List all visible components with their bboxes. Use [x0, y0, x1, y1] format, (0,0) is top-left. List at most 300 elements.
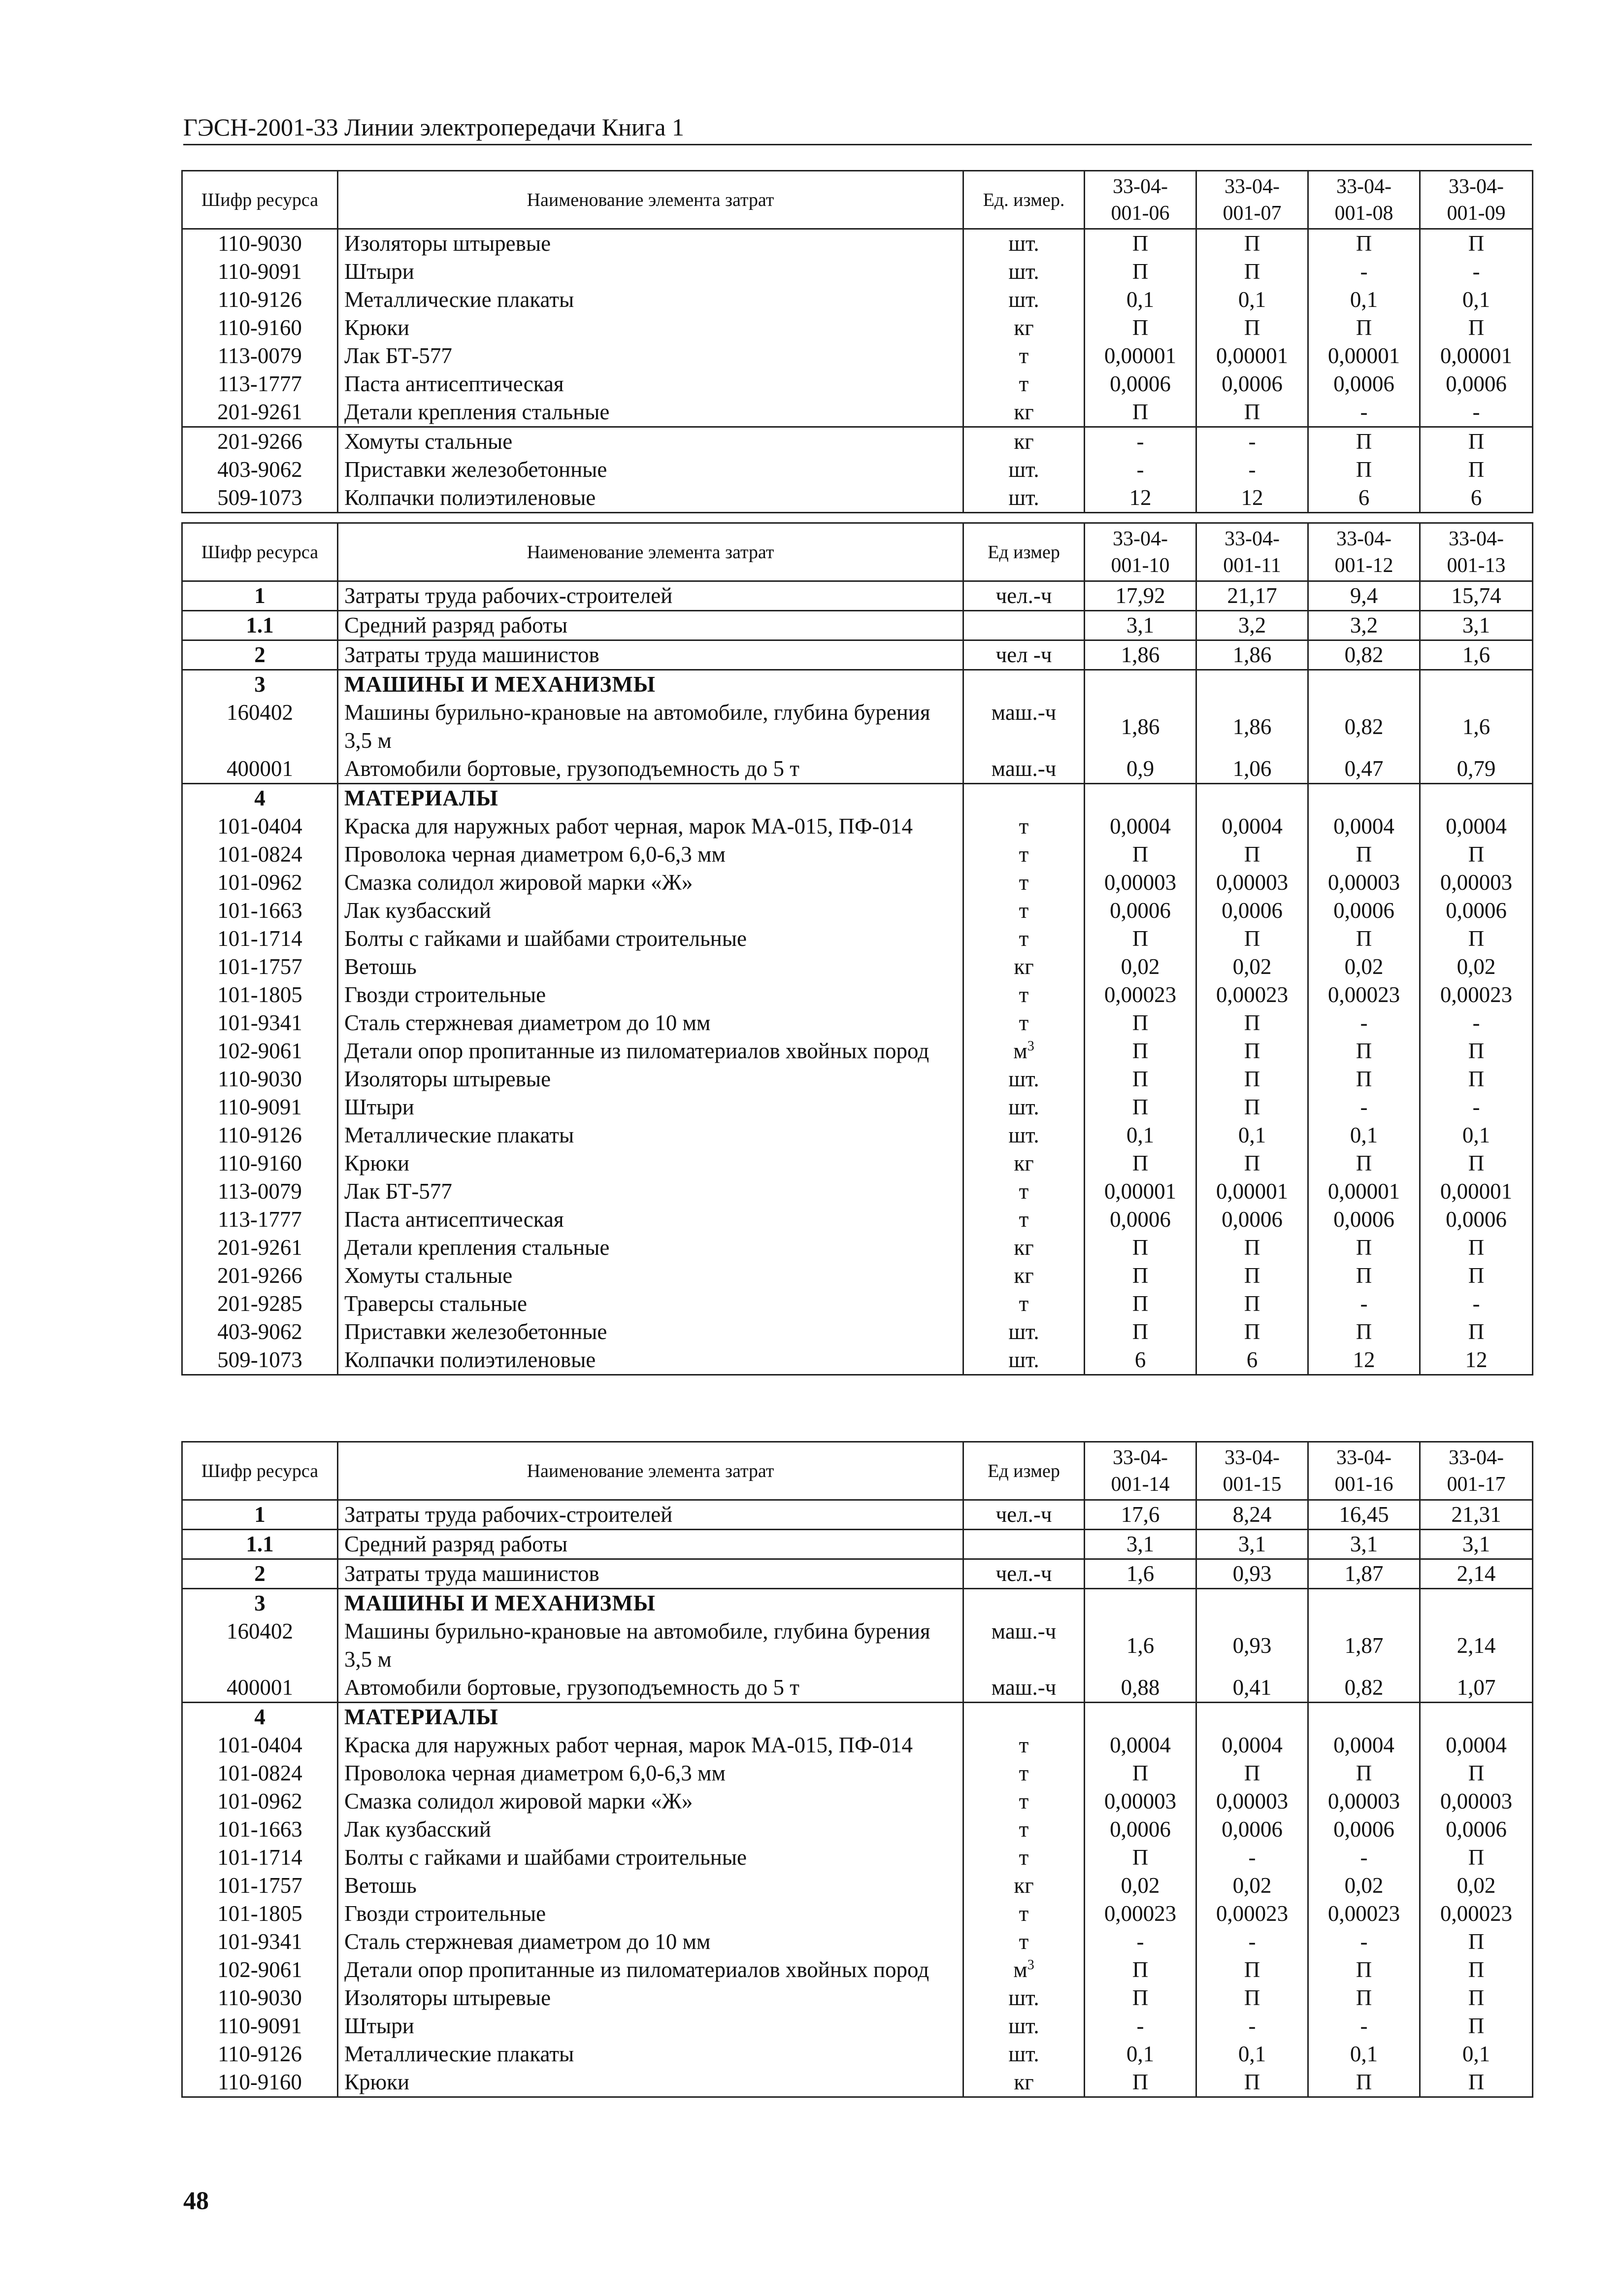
- cell-cost-name: МАШИНЫ И МЕХАНИЗМЫ: [338, 1589, 963, 1618]
- cell-value: 0,1: [1308, 2040, 1420, 2068]
- cell-cost-name: Затраты труда рабочих-строителей: [338, 581, 963, 611]
- table-row: [182, 1262, 1533, 1290]
- cell-value: П: [1196, 1009, 1308, 1037]
- cell-value: П: [1308, 1984, 1420, 2012]
- cell-cost-name: Лак БТ-577: [338, 1177, 963, 1206]
- cell-unit: [963, 1530, 1085, 1559]
- cell-value: 3,1: [1420, 1530, 1533, 1559]
- table-row: [182, 314, 1533, 342]
- cell-value: П: [1085, 229, 1196, 258]
- table-row: [182, 670, 1533, 699]
- table-row: [182, 258, 1533, 286]
- cell-value: П: [1420, 1759, 1533, 1787]
- cell-value: 3,1: [1085, 1530, 1196, 1559]
- cell-value: 0,00003: [1085, 1787, 1196, 1815]
- header-norm-code: [1196, 523, 1308, 581]
- cell-value: 0,00001: [1196, 342, 1308, 370]
- header-code: Шифр ресурса: [182, 523, 338, 581]
- cell-value: П: [1085, 1093, 1196, 1121]
- cell-unit: шт.: [963, 484, 1085, 513]
- cell-value: 0,0006: [1196, 897, 1308, 925]
- cell-value: П: [1308, 229, 1420, 258]
- cell-value: [1196, 784, 1308, 813]
- cell-value: 0,0006: [1196, 1815, 1308, 1844]
- cell-value: П: [1308, 2068, 1420, 2097]
- cell-cost-name: Болты с гайками и шайбами строительные: [338, 925, 963, 953]
- cell-value: 0,00023: [1085, 1900, 1196, 1928]
- cell-value: П: [1196, 1065, 1308, 1093]
- cell-value: 0,00023: [1420, 981, 1533, 1009]
- cell-cost-name: Паста антисептическая: [338, 1206, 963, 1234]
- table-row: [182, 640, 1533, 670]
- cell-resource-code: 101-0404: [182, 1731, 338, 1759]
- cell-value: П: [1196, 1290, 1308, 1318]
- table-row: [182, 1559, 1533, 1589]
- norm-code-line1: 33-04-: [1113, 1446, 1168, 1469]
- cell-value: [1420, 670, 1533, 699]
- cell-value: 0,0004: [1085, 812, 1196, 840]
- cell-value: 0,0006: [1196, 370, 1308, 398]
- cell-value: 0,00003: [1085, 869, 1196, 897]
- cell-value: П: [1420, 1984, 1533, 2012]
- cell-value: 0,1: [1196, 2040, 1308, 2068]
- cell-value: 0,00001: [1308, 1177, 1420, 1206]
- cell-resource-code: 2: [182, 640, 338, 670]
- cell-unit: чел.-ч: [963, 1500, 1085, 1530]
- norm-code-line2: 001-17: [1447, 1473, 1506, 1496]
- cell-cost-name: Штыри: [338, 258, 963, 286]
- cell-cost-name: Металлические плакаты: [338, 2040, 963, 2068]
- cell-value: 0,00001: [1196, 1177, 1308, 1206]
- table-row: [182, 1206, 1533, 1234]
- cell-cost-name: Смазка солидол жировой марки «Ж»: [338, 1787, 963, 1815]
- cell-value: 0,02: [1308, 1872, 1420, 1900]
- cell-unit: т: [963, 897, 1085, 925]
- cell-value: П: [1196, 1318, 1308, 1346]
- cell-value: П: [1196, 1956, 1308, 1984]
- table-row: [182, 925, 1533, 953]
- cell-value: 12: [1308, 1346, 1420, 1375]
- cell-resource-code: 4: [182, 1703, 338, 1732]
- cell-value: 0,9: [1085, 755, 1196, 784]
- cell-value: 0,0004: [1196, 1731, 1308, 1759]
- table-header-row: [182, 523, 1533, 581]
- cell-value: 0,02: [1420, 953, 1533, 981]
- cell-value: 0,88: [1085, 1674, 1196, 1703]
- cell-resource-code: 201-9266: [182, 1262, 338, 1290]
- cell-resource-code: 113-1777: [182, 370, 338, 398]
- cell-value: П: [1308, 314, 1420, 342]
- cell-cost-name: Затраты труда рабочих-строителей: [338, 1500, 963, 1530]
- cell-cost-name: Автомобили бортовые, грузоподъемность до 5 т: [338, 1674, 963, 1703]
- cell-cost-name: Средний разряд работы: [338, 1530, 963, 1559]
- cell-value: -: [1420, 398, 1533, 427]
- cell-unit: шт.: [963, 1093, 1085, 1121]
- norm-code-line1: 33-04-: [1113, 175, 1168, 198]
- cell-resource-code: 509-1073: [182, 484, 338, 513]
- cell-unit: маш.-ч: [963, 1617, 1085, 1674]
- cell-value: 0,00003: [1308, 1787, 1420, 1815]
- norm-code-line2: 001-12: [1334, 554, 1393, 577]
- cell-value: П: [1420, 840, 1533, 869]
- cell-value: 21,31: [1420, 1500, 1533, 1530]
- cell-cost-name: Штыри: [338, 2012, 963, 2040]
- cell-cost-name: Детали крепления стальные: [338, 398, 963, 427]
- table-row: [182, 840, 1533, 869]
- cell-value: П: [1308, 456, 1420, 484]
- cell-resource-code: 101-0962: [182, 1787, 338, 1815]
- cell-cost-name: Изоляторы штыревые: [338, 1984, 963, 2012]
- norm-code-line2: 001-14: [1111, 1473, 1170, 1496]
- cell-unit: т: [963, 925, 1085, 953]
- cell-value: -: [1308, 1928, 1420, 1956]
- cell-resource-code: 3: [182, 1589, 338, 1618]
- cell-value: 0,0006: [1308, 897, 1420, 925]
- cell-value: П: [1196, 314, 1308, 342]
- cell-value: [1085, 670, 1196, 699]
- cell-cost-name: Краска для наружных работ черная, марок МА-015, ПФ-014: [338, 1731, 963, 1759]
- table-row: [182, 484, 1533, 513]
- cell-resource-code: 110-9160: [182, 314, 338, 342]
- cell-cost-name: Ветошь: [338, 1872, 963, 1900]
- cell-resource-code: 110-9160: [182, 1149, 338, 1177]
- table-row: [182, 581, 1533, 611]
- table-row: [182, 1928, 1533, 1956]
- cell-value: 17,92: [1085, 581, 1196, 611]
- cell-value: 0,82: [1308, 1674, 1420, 1703]
- cell-unit: т: [963, 1815, 1085, 1844]
- cell-value: П: [1085, 1234, 1196, 1262]
- table-row: [182, 1674, 1533, 1703]
- resource-table-3: [181, 1441, 1533, 2098]
- cell-cost-name: Крюки: [338, 2068, 963, 2097]
- cell-value: [1085, 1589, 1196, 1618]
- header-norm-code: [1308, 523, 1420, 581]
- cell-value: П: [1085, 314, 1196, 342]
- cell-value: 0,00001: [1308, 342, 1420, 370]
- table-row: [182, 1787, 1533, 1815]
- cell-value: 0,1: [1420, 1121, 1533, 1149]
- cell-resource-code: 3: [182, 670, 338, 699]
- cell-value: П: [1085, 1956, 1196, 1984]
- cell-value: П: [1308, 1318, 1420, 1346]
- norm-code-line1: 33-04-: [1449, 527, 1504, 550]
- cell-value: П: [1196, 1149, 1308, 1177]
- cell-value: -: [1308, 1844, 1420, 1872]
- cell-value: 0,0006: [1085, 1815, 1196, 1844]
- cell-cost-name: Траверсы стальные: [338, 1290, 963, 1318]
- cell-resource-code: 101-9341: [182, 1009, 338, 1037]
- table-row: [182, 1065, 1533, 1093]
- cell-resource-code: 101-1757: [182, 953, 338, 981]
- cell-value: П: [1085, 1009, 1196, 1037]
- cell-cost-name: Затраты труда машинистов: [338, 640, 963, 670]
- cell-value: П: [1196, 925, 1308, 953]
- cell-unit: шт.: [963, 1318, 1085, 1346]
- cell-value: -: [1085, 427, 1196, 456]
- cell-value: 17,6: [1085, 1500, 1196, 1530]
- cell-unit: т: [963, 342, 1085, 370]
- cell-unit: шт.: [963, 1121, 1085, 1149]
- cell-unit: [963, 1589, 1085, 1618]
- cell-value: П: [1196, 1234, 1308, 1262]
- cell-resource-code: 113-1777: [182, 1206, 338, 1234]
- cell-value: 0,1: [1308, 1121, 1420, 1149]
- cell-value: П: [1196, 1262, 1308, 1290]
- cell-cost-name: Хомуты стальные: [338, 427, 963, 456]
- header-code: Шифр ресурса: [182, 171, 338, 229]
- cell-value: 9,4: [1308, 581, 1420, 611]
- table-row: [182, 2068, 1533, 2097]
- cell-unit: шт.: [963, 1065, 1085, 1093]
- table-row: [182, 1009, 1533, 1037]
- cell-cost-name: Болты с гайками и шайбами строительные: [338, 1844, 963, 1872]
- cell-value: 0,02: [1420, 1872, 1533, 1900]
- table-row: [182, 784, 1533, 813]
- cell-value: 0,00023: [1196, 981, 1308, 1009]
- cell-resource-code: 2: [182, 1559, 338, 1589]
- cell-cost-name: Гвозди строительные: [338, 1900, 963, 1928]
- cell-value: П: [1420, 427, 1533, 456]
- cell-value: П: [1196, 1037, 1308, 1065]
- cell-value: П: [1085, 1290, 1196, 1318]
- cell-value: 6: [1308, 484, 1420, 513]
- cell-resource-code: 403-9062: [182, 1318, 338, 1346]
- cell-resource-code: 113-0079: [182, 342, 338, 370]
- table-row: [182, 869, 1533, 897]
- cell-unit: [963, 670, 1085, 699]
- cell-value: [1308, 1703, 1420, 1732]
- cell-unit: кг: [963, 2068, 1085, 2097]
- cell-value: П: [1196, 398, 1308, 427]
- cell-value: 0,00003: [1196, 869, 1308, 897]
- cell-value: П: [1420, 925, 1533, 953]
- cell-resource-code: 101-0962: [182, 869, 338, 897]
- cell-value: 6: [1085, 1346, 1196, 1375]
- cell-value: П: [1196, 840, 1308, 869]
- cell-value: -: [1308, 258, 1420, 286]
- cell-unit: т: [963, 1177, 1085, 1206]
- header-norm-code: [1420, 523, 1533, 581]
- cell-resource-code: 201-9261: [182, 398, 338, 427]
- cell-value: 0,1: [1420, 2040, 1533, 2068]
- cell-value: [1308, 670, 1420, 699]
- cell-value: П: [1196, 2068, 1308, 2097]
- cell-value: 0,00023: [1308, 1900, 1420, 1928]
- cell-resource-code: 400001: [182, 755, 338, 784]
- cell-resource-code: 113-0079: [182, 1177, 338, 1206]
- norm-code-line1: 33-04-: [1225, 1446, 1280, 1469]
- cell-value: 0,1: [1085, 286, 1196, 314]
- cell-value: 0,00001: [1420, 342, 1533, 370]
- table-row: [182, 456, 1533, 484]
- cell-cost-name: Крюки: [338, 1149, 963, 1177]
- table-row: [182, 1872, 1533, 1900]
- header-norm-code: [1085, 1442, 1196, 1500]
- cell-value: П: [1085, 1984, 1196, 2012]
- table-row: [182, 1731, 1533, 1759]
- table-row: [182, 229, 1533, 258]
- cell-value: 12: [1420, 1346, 1533, 1375]
- table-row: [182, 1815, 1533, 1844]
- header-norm-code: [1085, 523, 1196, 581]
- cell-value: 1,86: [1196, 640, 1308, 670]
- cell-cost-name: Металлические плакаты: [338, 1121, 963, 1149]
- cell-value: П: [1196, 1984, 1308, 2012]
- cell-unit: чел -ч: [963, 640, 1085, 670]
- cell-value: 0,0006: [1085, 897, 1196, 925]
- cell-value: 0,00001: [1420, 1177, 1533, 1206]
- cell-cost-name: Лак кузбасский: [338, 1815, 963, 1844]
- cell-value: 0,00023: [1420, 1900, 1533, 1928]
- cell-value: 0,0006: [1308, 1815, 1420, 1844]
- cell-value: 0,00003: [1420, 1787, 1533, 1815]
- norm-code-line1: 33-04-: [1113, 527, 1168, 550]
- cell-resource-code: 101-0824: [182, 1759, 338, 1787]
- cell-unit: т: [963, 1009, 1085, 1037]
- cell-value: 0,0006: [1420, 1206, 1533, 1234]
- cell-unit: т: [963, 1206, 1085, 1234]
- table-row: [182, 1900, 1533, 1928]
- cell-value: 0,02: [1308, 953, 1420, 981]
- cell-value: П: [1308, 1037, 1420, 1065]
- cell-cost-name: Детали опор пропитанные из пиломатериалов хвойных пород: [338, 1956, 963, 1984]
- cell-value: -: [1308, 2012, 1420, 2040]
- cell-resource-code: 101-0824: [182, 840, 338, 869]
- cell-value: [1420, 784, 1533, 813]
- cell-value: -: [1085, 456, 1196, 484]
- cell-value: П: [1196, 229, 1308, 258]
- cell-value: 1,87: [1308, 1559, 1420, 1589]
- page-header-title: ГЭСН-2001-33 Линии электропередачи Книга 1: [183, 113, 684, 141]
- table-row: [182, 398, 1533, 427]
- cell-value: П: [1085, 398, 1196, 427]
- cell-value: 0,1: [1085, 1121, 1196, 1149]
- cell-value: 0,02: [1196, 1872, 1308, 1900]
- table-row: [182, 1093, 1533, 1121]
- page-number: 48: [183, 2187, 209, 2215]
- cell-unit: кг: [963, 314, 1085, 342]
- cell-value: П: [1085, 1759, 1196, 1787]
- cell-value: 0,93: [1196, 1617, 1308, 1674]
- table-row: [182, 342, 1533, 370]
- cell-unit: чел.-ч: [963, 1559, 1085, 1589]
- cell-unit: шт.: [963, 286, 1085, 314]
- cell-value: П: [1420, 1065, 1533, 1093]
- cell-cost-name: Проволока черная диаметром 6,0-6,3 мм: [338, 1759, 963, 1787]
- cell-unit: [963, 784, 1085, 813]
- cell-value: 6: [1420, 484, 1533, 513]
- cell-unit: кг: [963, 953, 1085, 981]
- table-row: [182, 1617, 1533, 1674]
- cell-unit: т: [963, 869, 1085, 897]
- cell-cost-name: Сталь стержневая диаметром до 10 мм: [338, 1928, 963, 1956]
- cell-value: 0,0006: [1420, 370, 1533, 398]
- header-unit: Ед. измер.: [963, 171, 1085, 229]
- cell-cost-name: Средний разряд работы: [338, 611, 963, 640]
- norm-code-line2: 001-13: [1447, 554, 1506, 577]
- cell-cost-name: Изоляторы штыревые: [338, 1065, 963, 1093]
- cell-value: 0,0006: [1420, 1815, 1533, 1844]
- cell-unit: т: [963, 1290, 1085, 1318]
- cell-unit: кг: [963, 398, 1085, 427]
- cell-value: [1085, 784, 1196, 813]
- header-unit: Ед измер: [963, 523, 1085, 581]
- cell-resource-code: 110-9126: [182, 1121, 338, 1149]
- header-norm-code: [1308, 1442, 1420, 1500]
- cell-value: -: [1196, 456, 1308, 484]
- table-row: [182, 611, 1533, 640]
- cell-unit: [963, 611, 1085, 640]
- cell-unit: шт.: [963, 2012, 1085, 2040]
- cell-value: 0,00003: [1420, 869, 1533, 897]
- cell-cost-name: Автомобили бортовые, грузоподъемность до 5 т: [338, 755, 963, 784]
- cell-value: 0,0004: [1308, 1731, 1420, 1759]
- cell-value: 0,0004: [1308, 812, 1420, 840]
- cell-value: П: [1196, 1759, 1308, 1787]
- cell-value: 0,1: [1085, 2040, 1196, 2068]
- cell-resource-code: 101-1663: [182, 1815, 338, 1844]
- cell-value: [1308, 1589, 1420, 1618]
- cell-unit: шт.: [963, 258, 1085, 286]
- cell-resource-code: 101-1757: [182, 1872, 338, 1900]
- cell-value: П: [1308, 840, 1420, 869]
- cell-value: П: [1196, 1093, 1308, 1121]
- table-row: [182, 755, 1533, 784]
- cell-cost-name: Затраты труда машинистов: [338, 1559, 963, 1589]
- cell-value: П: [1420, 1234, 1533, 1262]
- header-name: Наименование элемента затрат: [338, 523, 963, 581]
- cell-value: 2,14: [1420, 1559, 1533, 1589]
- table-row: [182, 2040, 1533, 2068]
- header-norm-code: [1196, 1442, 1308, 1500]
- cell-resource-code: 101-9341: [182, 1928, 338, 1956]
- cell-resource-code: 110-9126: [182, 2040, 338, 2068]
- table-row: [182, 1234, 1533, 1262]
- table-header-row: [182, 1442, 1533, 1500]
- cell-resource-code: 110-9091: [182, 258, 338, 286]
- cell-resource-code: 1: [182, 581, 338, 611]
- table-row: [182, 1037, 1533, 1065]
- cell-resource-code: 110-9126: [182, 286, 338, 314]
- table-row: [182, 1530, 1533, 1559]
- cell-cost-name: Детали опор пропитанные из пиломатериалов хвойных пород: [338, 1037, 963, 1065]
- cell-value: [1196, 670, 1308, 699]
- table-row: [182, 1177, 1533, 1206]
- cell-resource-code: 101-1805: [182, 981, 338, 1009]
- cell-value: [1196, 1589, 1308, 1618]
- norm-code-line1: 33-04-: [1449, 175, 1504, 198]
- cell-unit: кг: [963, 1234, 1085, 1262]
- header-norm-code: [1196, 171, 1308, 229]
- cell-resource-code: 509-1073: [182, 1346, 338, 1375]
- table-row: [182, 286, 1533, 314]
- norm-code-line2: 001-16: [1334, 1473, 1393, 1496]
- norm-code-line1: 33-04-: [1225, 175, 1280, 198]
- norm-code-line1: 33-04-: [1225, 527, 1280, 550]
- cell-value: 3,2: [1308, 611, 1420, 640]
- cell-resource-code: 201-9266: [182, 427, 338, 456]
- cell-value: -: [1196, 427, 1308, 456]
- header-code: Шифр ресурса: [182, 1442, 338, 1500]
- unit-m3: м: [1013, 1957, 1027, 1982]
- cell-resource-code: 110-9030: [182, 1984, 338, 2012]
- cell-unit: [963, 1703, 1085, 1732]
- cell-unit: кг: [963, 1262, 1085, 1290]
- norm-code-line2: 001-11: [1223, 554, 1281, 577]
- cell-unit: шт.: [963, 456, 1085, 484]
- cell-unit: т: [963, 1731, 1085, 1759]
